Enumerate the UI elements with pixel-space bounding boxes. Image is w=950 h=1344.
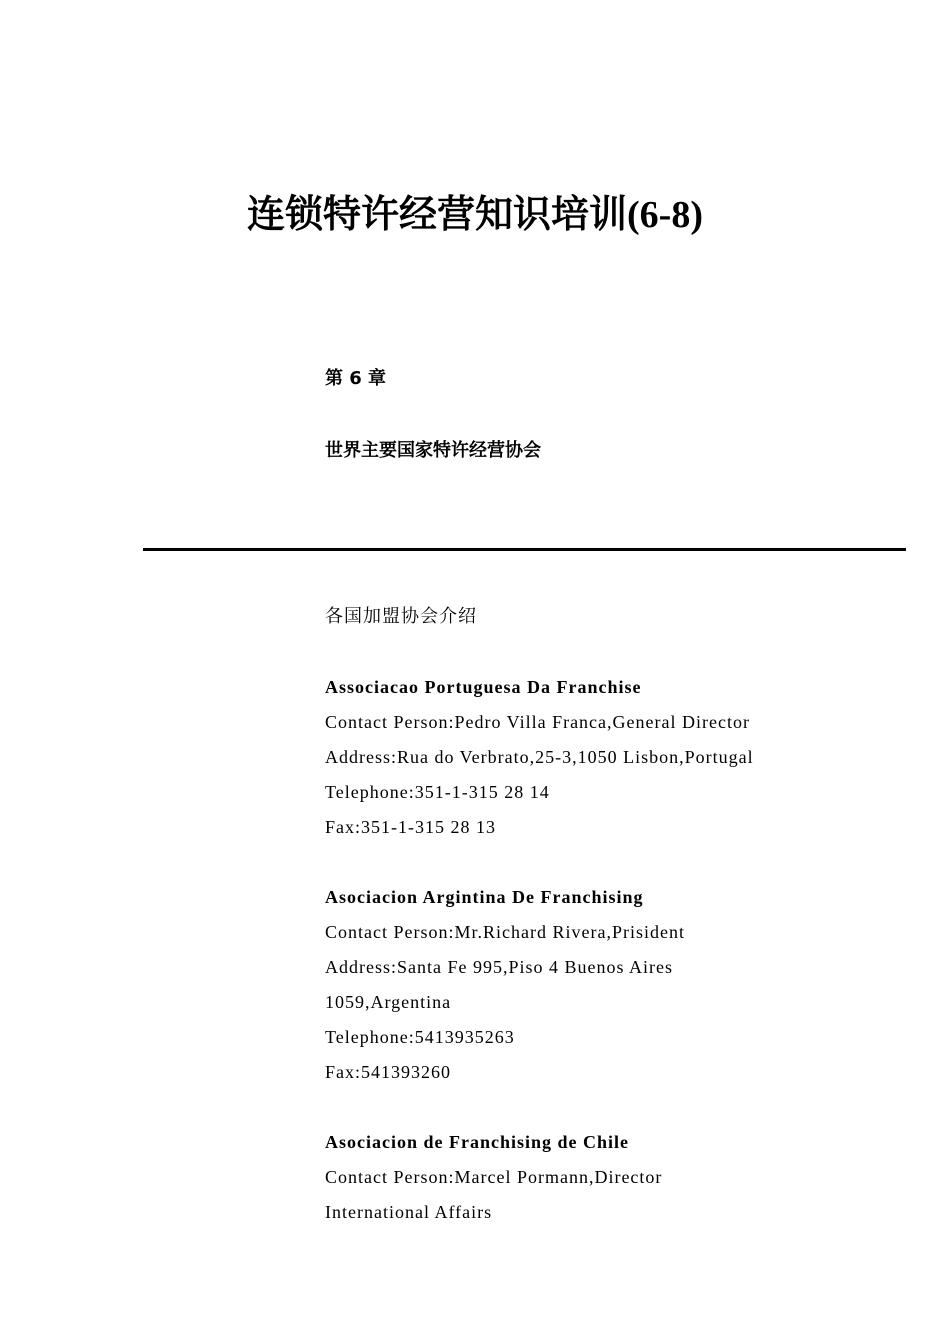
fax: Fax:541393260	[325, 1062, 452, 1082]
address: Address:Rua do Verbrato,25-3,1050 Lisbon,Portugal	[325, 747, 754, 767]
fax: Fax:351-1-315 28 13	[325, 817, 496, 837]
address: Address:Santa Fe 995,Piso 4 Buenos Aires	[325, 957, 673, 977]
section-heading: 各国加盟协会介绍	[325, 606, 477, 627]
address-continued: 1059,Argentina	[325, 992, 452, 1012]
horizontal-divider	[143, 548, 906, 551]
contact-person: Contact Person:Mr.Richard Rivera,Prisident	[325, 922, 685, 942]
association-name: Asociacion Argintina De Franchising	[325, 887, 644, 907]
telephone: Telephone:5413935263	[325, 1027, 515, 1047]
chapter-label: 第 6 章	[325, 368, 387, 389]
association-entry-argentina	[325, 880, 905, 1090]
telephone: Telephone:351-1-315 28 14	[325, 782, 550, 802]
document-title: 连锁特许经营知识培训(6-8)	[247, 194, 703, 236]
association-name: Associacao Portuguesa Da Franchise	[325, 677, 642, 697]
contact-person-continued: International Affairs	[325, 1202, 493, 1222]
contact-person: Contact Person:Pedro Villa Franca,General Director	[325, 712, 750, 732]
association-name: Asociacion de Franchising de Chile	[325, 1132, 630, 1152]
association-entry-portugal	[325, 670, 905, 845]
association-entry-chile	[325, 1125, 905, 1230]
chapter-title: 世界主要国家特许经营协会	[325, 440, 541, 461]
contact-person: Contact Person:Marcel Pormann,Director	[325, 1167, 663, 1187]
association-list	[325, 670, 905, 1265]
